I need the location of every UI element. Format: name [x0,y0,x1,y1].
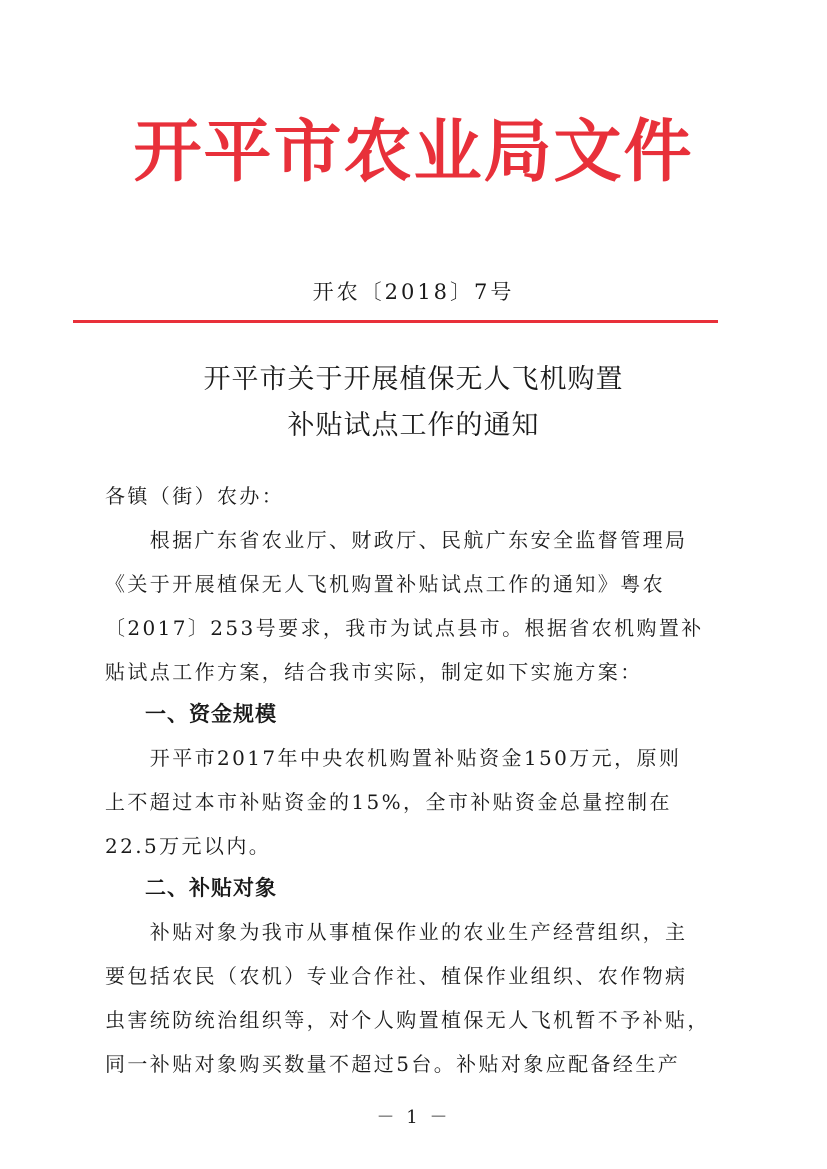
section-1-line-2: 上不超过本市补贴资金的15%，全市补贴资金总量控制在 [105,790,672,814]
notice-title-line-1: 开平市关于开展植保无人飞机购置 [203,364,624,395]
intro-line-1: 根据广东省农业厅、财政厅、民航广东安全监督管理局 [105,528,688,552]
intro-line-4: 贴试点工作方案，结合我市实际，制定如下实施方案： [105,660,643,684]
intro-line-3: 〔2017〕253号要求，我市为试点县市。根据省农机购置补 [105,616,704,640]
document-number: 开农〔2018〕7号 [312,280,515,304]
section-2-heading: 二、补贴对象 [145,876,277,900]
salutation: 各镇（街）农办： [105,484,285,508]
section-1-heading: 一、资金规模 [145,702,277,726]
notice-title [0,357,827,449]
red-divider [73,320,718,323]
section-2-line-2: 要包括农民（农机）专业合作社、植保作业组织、农作物病 [105,964,688,988]
page-number: － 1 － [376,1107,451,1128]
section-1-line-3: 22.5万元以内。 [105,834,272,858]
issuer-title: 开平市农业局文件 [133,112,694,192]
section-2-line-3: 虫害统防统治组织等，对个人购置植保无人飞机暂不予补贴， [105,1008,710,1032]
section-2-line-1: 补贴对象为我市从事植保作业的农业生产经营组织，主 [105,920,688,944]
notice-title-line-2: 补贴试点工作的通知 [287,410,540,441]
section-1-line-1: 开平市2017年中央农机购置补贴资金150万元，原则 [105,746,682,770]
section-2-line-4: 同一补贴对象购买数量不超过5台。补贴对象应配备经生产 [105,1052,681,1076]
intro-line-2: 《关于开展植保无人飞机购置补贴试点工作的通知》粤农 [105,572,665,596]
